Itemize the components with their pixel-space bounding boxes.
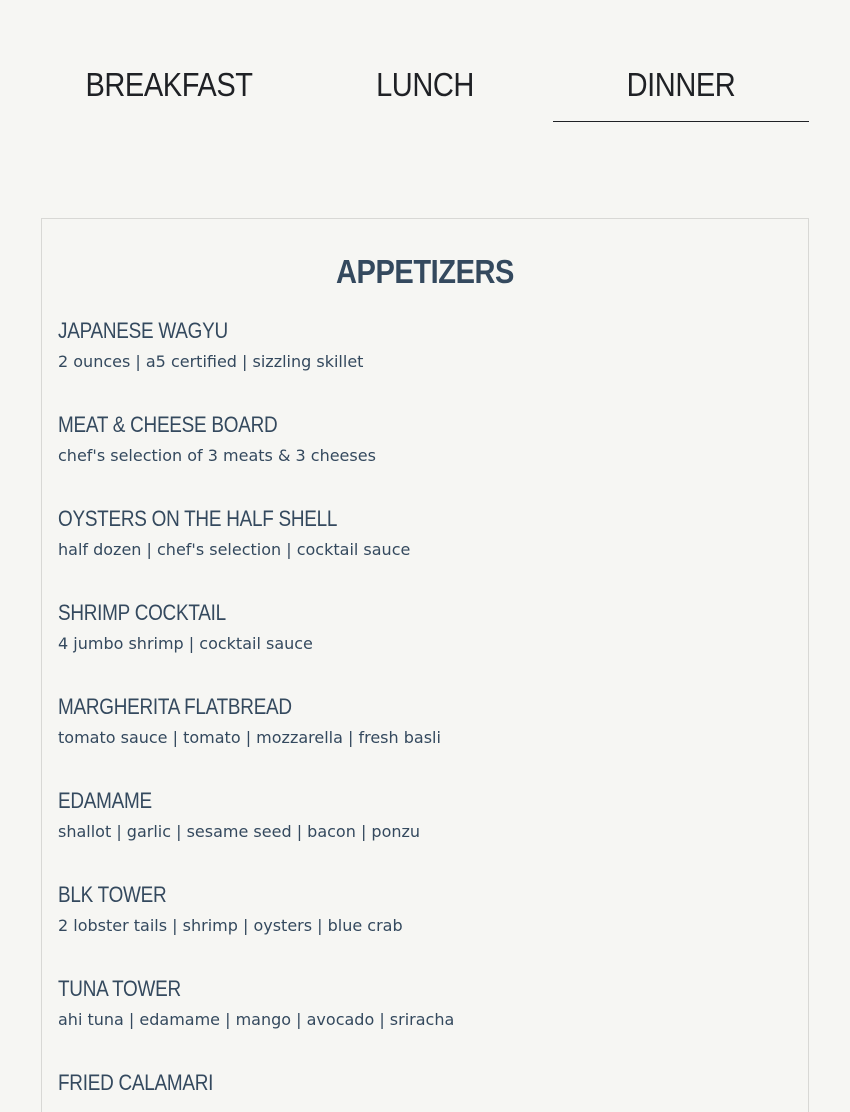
tab-lunch-label: LUNCH [376,66,474,103]
menu-section-card [41,218,809,1112]
tab-breakfast[interactable] [41,55,297,122]
menu-item [58,880,792,974]
menu-item-description: 2 lobster tails | shrimp | oysters | blue crab [58,916,403,935]
meal-tabs [41,55,809,122]
tab-dinner-label: DINNER [626,66,736,103]
menu-item-name: FRIED CALAMARI [58,1070,214,1095]
menu-item-name: BLK TOWER [58,882,167,907]
menu-item [58,786,792,880]
menu-item-description: half dozen | chef's selection | cocktail sauce [58,540,411,559]
menu-item [58,316,792,410]
menu-item [58,1068,792,1112]
section-title: APPETIZERS [336,253,514,290]
menu-item-name: TUNA TOWER [58,976,181,1001]
menu-item-name: MEAT & CHEESE BOARD [58,412,278,437]
menu-item [58,410,792,504]
menu-item-name: OYSTERS ON THE HALF SHELL [58,506,338,531]
menu-item-name: EDAMAME [58,788,152,813]
menu-item-name: SHRIMP COCKTAIL [58,600,226,625]
menu-item [58,974,792,1068]
menu-item-description: 4 jumbo shrimp | cocktail sauce [58,634,313,653]
tab-dinner[interactable] [553,55,809,122]
menu-item-description: ahi tuna | edamame | mango | avocado | sriracha [58,1010,455,1029]
menu-item-description: 2 ounces | a5 certified | sizzling skillet [58,352,364,371]
menu-item [58,598,792,692]
menu-item [58,504,792,598]
menu-item-name: MARGHERITA FLATBREAD [58,694,292,719]
menu-item-description: tomato sauce | tomato | mozzarella | fresh basli [58,728,441,747]
menu-item [58,692,792,786]
menu-item-description: chef's selection of 3 meats & 3 cheeses [58,446,376,465]
menu-item-name: JAPANESE WAGYU [58,318,228,343]
tab-lunch[interactable] [297,55,553,122]
menu-item-list [42,316,808,1112]
tab-breakfast-label: BREAKFAST [85,66,253,103]
menu-item-description: shallot | garlic | sesame seed | bacon | ponzu [58,822,421,841]
